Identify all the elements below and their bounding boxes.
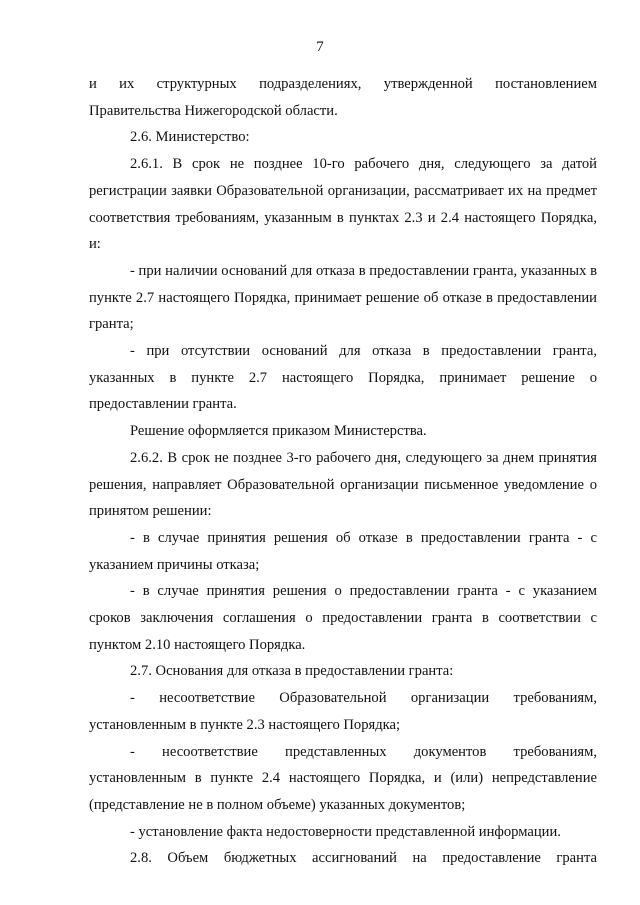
- list-item-refusal-notice: - в случае принятия решения об отказе в предоставлении гранта - с указанием причины отказа;: [89, 529, 597, 573]
- paragraph-2-6-2: 2.6.2. В срок не позднее 3-го рабочего дня, следующего за днем принятия решения, направляет Образовательной организации письменное уведомление о принятом решении:: [89, 449, 597, 520]
- paragraph-2-7-heading: 2.7. Основания для отказа в предоставлении гранта:: [130, 663, 454, 680]
- paragraph-decision-order: Решение оформляется приказом Министерства.: [130, 423, 427, 440]
- list-item-refusal-grounds-absent: - при отсутствии оснований для отказа в предоставлении гранта, указанных в пункте 2.7 настоящего Порядка, принимает решение о предоставлении гранта.: [89, 343, 597, 413]
- document-body: [89, 71, 597, 872]
- list-item-false-information: - установление факта недостоверности представленной информации.: [130, 823, 561, 840]
- list-item-organization-nonconformity: - несоответствие Образовательной организации требованиям, установленным в пункте 2.3 настоящего Порядка;: [89, 690, 597, 733]
- list-item-grant-notice: - в случае принятия решения о предоставлении гранта - с указанием сроков заключения соглашения о предоставлении гранта в соответствии с пунктом 2.10 настоящего Порядка.: [89, 583, 597, 653]
- list-item-documents-nonconformity: - несоответствие представленных документов требованиям, установленным в пункте 2.4 настоящего Порядка, и (или) непредставление (представление не в полном объеме) указанных документов;: [89, 743, 597, 813]
- paragraph-continuation: и их структурных подразделениях, утвержденной постановлением Правительства Нижегородской области.: [89, 76, 597, 119]
- list-item-refusal-grounds-present: - при наличии оснований для отказа в предоставлении гранта, указанных в пункте 2.7 настоящего Порядка, принимает решение об отказе в предоставлении гранта;: [89, 262, 597, 333]
- paragraph-2-6-1: 2.6.1. В срок не позднее 10-го рабочего дня, следующего за датой регистрации заявки Образовательной организации, рассматривает их на предмет соответствия требованиям, указанным в пунктах 2.3 и 2.4 настоящего Порядка, и:: [89, 156, 597, 253]
- paragraph-2-8: 2.8. Объем бюджетных ассигнований на предоставление гранта: [130, 850, 597, 867]
- paragraph-2-6-heading: 2.6. Министерство:: [130, 129, 250, 146]
- page-number: 7: [316, 39, 324, 55]
